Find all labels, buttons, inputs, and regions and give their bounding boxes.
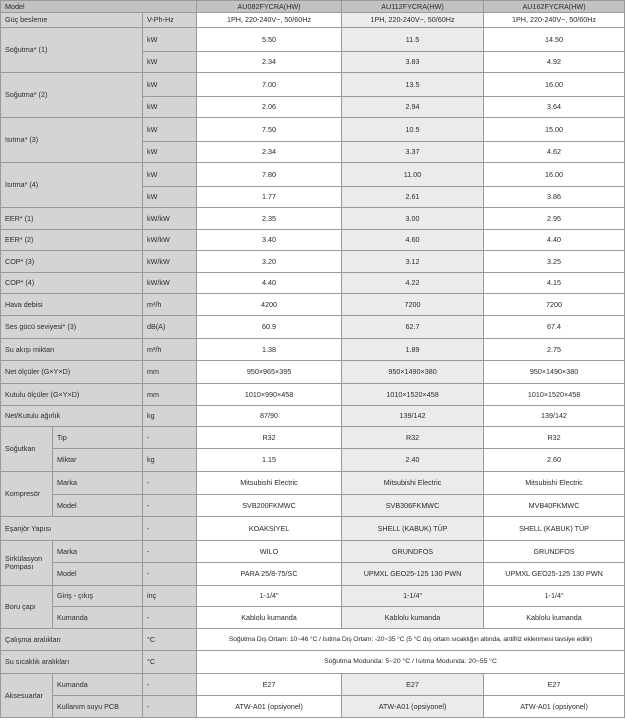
row-value: 139/142 [484,406,625,427]
row-value: ATW-A01 (opsiyonel) [484,696,625,718]
row-label: Isıtma* (4) [1,163,143,208]
row-unit: V-Ph-Hz [143,13,197,28]
row-value: ATW-A01 (opsiyonel) [342,696,484,718]
spec-row [1,674,625,696]
row-unit: inç [143,586,197,607]
row-label: Net/Kutulu ağırlık [1,406,143,427]
row-value: 4.40 [484,230,625,251]
row-value: 7.50 [197,118,342,142]
row-value: 2.34 [197,142,342,163]
row-value: 2.34 [197,52,342,73]
row-unit: kW/kW [143,251,197,273]
spec-row [1,13,625,28]
row-sub-label: Marka [53,472,143,495]
row-value: 4.60 [342,230,484,251]
spec-row [1,472,625,495]
row-value: 2.60 [484,449,625,472]
row-value: 13.5 [342,73,484,97]
row-unit: kW [143,163,197,187]
row-label: EER* (2) [1,230,143,251]
row-unit: m³/h [143,294,197,316]
row-value: UPMXL GEO25-125 130 PWN [484,563,625,586]
row-value: 950×1490×380 [484,361,625,384]
row-value: 1.38 [197,339,342,361]
spec-row [1,251,625,273]
row-value: 10.5 [342,118,484,142]
row-label: Soğutma* (1) [1,28,143,73]
model-header: AU082FYCRA(HW) [197,1,342,13]
row-unit: - [143,472,197,495]
row-unit: dB(A) [143,316,197,339]
spec-row [1,607,625,629]
row-unit: °C [143,651,197,674]
model-header: AU162FYCRA(HW) [484,1,625,13]
row-group-label: Soğutkan [1,427,53,472]
row-unit: - [143,607,197,629]
row-value: SVB306FKMWC [342,495,484,517]
row-unit: kW [143,73,197,97]
row-unit: kg [143,449,197,472]
row-value: MVB40FKMWC [484,495,625,517]
row-label: Güç besleme [1,13,143,28]
row-value: 950×965×395 [197,361,342,384]
row-value: GRUNDFOS [484,541,625,563]
row-value: 15.00 [484,118,625,142]
row-value: E27 [342,674,484,696]
spec-row [1,361,625,384]
row-value: R32 [342,427,484,449]
row-sub-label: Marka [53,541,143,563]
row-value: 4.15 [484,273,625,294]
row-value: 2.61 [342,187,484,208]
row-value: WILO [197,541,342,563]
spec-row [1,406,625,427]
row-value: SVB200FKMWC [197,495,342,517]
row-label: Çalışma aralıkları [1,629,143,651]
spec-row [1,384,625,406]
row-sub-label: Kullanım suyu PCB [53,696,143,718]
row-value: Mitsubishi Electric [484,472,625,495]
spec-row [1,629,625,651]
row-value: 950×1490×380 [342,361,484,384]
spec-row [1,28,625,52]
row-value: 4.22 [342,273,484,294]
row-value: E27 [484,674,625,696]
row-sub-label: Model [53,563,143,586]
row-value: 2.94 [342,97,484,118]
row-unit: mm [143,361,197,384]
row-unit: - [143,517,197,541]
row-value: E27 [197,674,342,696]
row-unit: °C [143,629,197,651]
row-unit: kW [143,142,197,163]
row-value: 7200 [342,294,484,316]
spec-row [1,339,625,361]
row-value: 1.77 [197,187,342,208]
spec-row [1,586,625,607]
row-value: 2.75 [484,339,625,361]
row-value: 1-1/4" [197,586,342,607]
row-unit: kW/kW [143,273,197,294]
header-row [1,1,625,13]
row-value: SHELL (KABUK) TÜP [484,517,625,541]
spec-row [1,563,625,586]
spec-row [1,118,625,142]
row-sub-label: Kumanda [53,607,143,629]
row-value: Kablolu kumanda [484,607,625,629]
row-label: COP* (4) [1,273,143,294]
row-value: 3.83 [342,52,484,73]
row-unit: kW/kW [143,230,197,251]
row-unit: - [143,541,197,563]
row-sub-label: Kumanda [53,674,143,696]
row-group-label: Sirkülasyon Pompası [1,541,53,586]
row-value: 4200 [197,294,342,316]
row-value: 3.25 [484,251,625,273]
row-value: R32 [197,427,342,449]
row-label: Su akışı miktarı [1,339,143,361]
row-value: 2.06 [197,97,342,118]
row-value: 2.40 [342,449,484,472]
row-value: 3.12 [342,251,484,273]
row-group-label: Aksesuarlar [1,674,53,718]
row-value: 3.20 [197,251,342,273]
row-label: Su sıcaklık aralıkları [1,651,143,674]
row-value: 3.64 [484,97,625,118]
row-label: EER* (1) [1,208,143,230]
spec-row [1,163,625,187]
row-sub-label: Model [53,495,143,517]
row-value: KOAKSİYEL [197,517,342,541]
header-model-label: Model [1,1,197,13]
spec-row [1,294,625,316]
row-value: 4.40 [197,273,342,294]
row-unit: kW [143,28,197,52]
row-value: 4.62 [484,142,625,163]
row-value: 4.92 [484,52,625,73]
row-group-label: Boru çapı [1,586,53,629]
row-value: 14.50 [484,28,625,52]
row-value: 62.7 [342,316,484,339]
row-value: ATW-A01 (opsiyonel) [197,696,342,718]
spec-row [1,696,625,718]
row-value: 7200 [484,294,625,316]
row-value: 1010×1520×458 [484,384,625,406]
row-value: 1PH, 220-240V~, 50/60Hz [197,13,342,28]
row-unit: - [143,696,197,718]
row-sub-label: Giriş - çıkış [53,586,143,607]
row-label: Net ölçüler (G×Y×D) [1,361,143,384]
row-value: 5.50 [197,28,342,52]
spec-row [1,651,625,674]
row-value: UPMXL GEO25-125 130 PWN [342,563,484,586]
row-value: 2.95 [484,208,625,230]
row-merged-value: Soğutma Modunda: 5~20 °C / Isıtma Modunda: 20~55 °C [197,651,625,674]
row-unit: kW [143,52,197,73]
row-value: 16.00 [484,73,625,97]
row-value: 7.00 [197,73,342,97]
row-unit: - [143,427,197,449]
row-label: Soğutma* (2) [1,73,143,118]
row-unit: kW [143,187,197,208]
model-header: AU112FYCRA(HW) [342,1,484,13]
row-sub-label: Tip [53,427,143,449]
row-value: 1PH, 220-240V~, 50/60Hz [484,13,625,28]
row-value: 1-1/4" [342,586,484,607]
row-value: Kablolu kumanda [342,607,484,629]
row-unit: - [143,563,197,586]
row-value: GRUNDFOS [342,541,484,563]
row-unit: mm [143,384,197,406]
row-group-label: Kompresör [1,472,53,517]
row-unit: m³/h [143,339,197,361]
row-sub-label: Miktar [53,449,143,472]
spec-row [1,73,625,97]
row-value: 3.86 [484,187,625,208]
row-value: 7.80 [197,163,342,187]
spec-row [1,316,625,339]
row-value: 3.00 [342,208,484,230]
spec-row [1,517,625,541]
row-value: 16.00 [484,163,625,187]
spec-row [1,230,625,251]
spec-row [1,541,625,563]
spec-row [1,449,625,472]
row-value: 87/90 [197,406,342,427]
row-value: Kablolu kumanda [197,607,342,629]
row-label: Hava debisi [1,294,143,316]
row-value: SHELL (KABUK) TÜP [342,517,484,541]
spec-row [1,273,625,294]
row-label: Isıtma* (3) [1,118,143,163]
row-unit: - [143,674,197,696]
row-value: Mitsubishi Electric [342,472,484,495]
row-value: 1.89 [342,339,484,361]
row-unit: kW/kW [143,208,197,230]
row-unit: kW [143,118,197,142]
row-value: 3.37 [342,142,484,163]
row-value: 2.35 [197,208,342,230]
row-label: Ses gücü seviyesi* (3) [1,316,143,339]
row-value: 1PH, 220-240V~, 50/60Hz [342,13,484,28]
row-value: 1010×990×458 [197,384,342,406]
row-value: 1-1/4" [484,586,625,607]
row-merged-value: Soğutma Dış Ortam: 10~46 °C / Isıtma Dış Ortam: -20~35 °C (5 °C dış ortam sıcaklığın altında, antifriz eklenmesi tavsiye edilir) [197,629,625,651]
row-value: 60.9 [197,316,342,339]
row-value: 67.4 [484,316,625,339]
row-value: 1010×1520×458 [342,384,484,406]
row-unit: kW [143,97,197,118]
spec-row [1,495,625,517]
row-label: Eşanjör Yapısı [1,517,143,541]
row-unit: kg [143,406,197,427]
row-value: PARA 25/8-75/SC [197,563,342,586]
row-value: 3.40 [197,230,342,251]
row-value: 139/142 [342,406,484,427]
spec-row [1,427,625,449]
row-value: 11.00 [342,163,484,187]
row-value: R32 [484,427,625,449]
row-value: 1.15 [197,449,342,472]
row-unit: - [143,495,197,517]
row-value: 11.5 [342,28,484,52]
row-value: Mitsubishi Electric [197,472,342,495]
row-label: Kutulu ölçüler (G×Y×D) [1,384,143,406]
row-label: COP* (3) [1,251,143,273]
spec-row [1,208,625,230]
